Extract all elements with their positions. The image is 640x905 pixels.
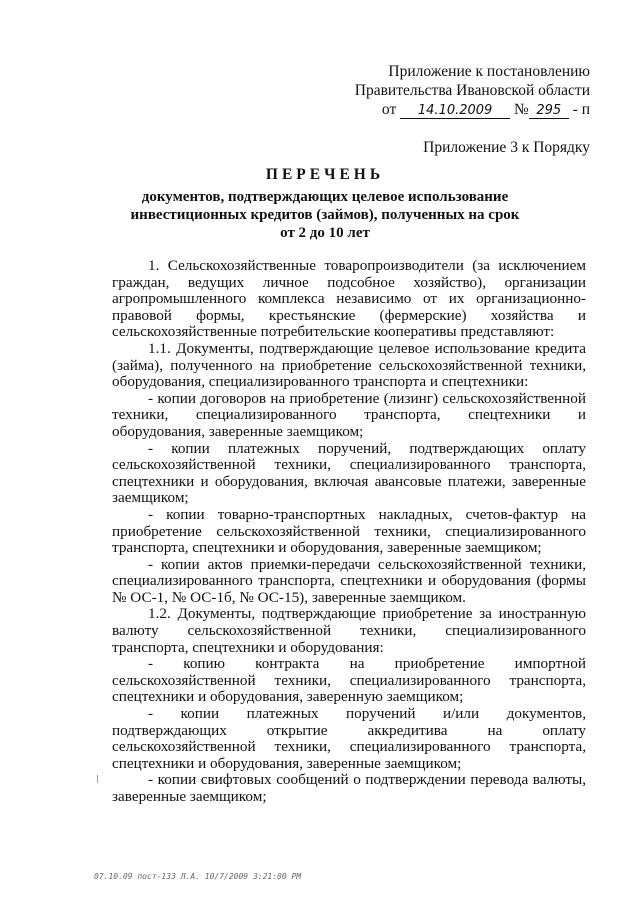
list-item: - копии свифтовых сообщений о подтверждении перевода валюты, заверенные заемщиком; bbox=[112, 771, 586, 805]
paragraph-1-2: 1.2. Документы, подтверждающие приобретение за иностранную валюту сельскохозяйственной техники, специализированного транспорта, спецтехники и оборудования: bbox=[112, 605, 586, 656]
header-date-line bbox=[340, 100, 590, 119]
title-line-1: документов, подтверждающих целевое использование bbox=[141, 189, 509, 205]
appendix-label: Приложение 3 к Порядку bbox=[423, 139, 590, 156]
number-suffix: - п bbox=[572, 101, 590, 118]
header-line-1: Приложение к постановлению bbox=[388, 63, 590, 80]
list-item: - копии платежных поручений, подтверждающих оплату сельскохозяйственной техники, специализированного транспорта, спецтехники и оборудования, включая авансовые платежи, заверенные заемщиком; bbox=[112, 439, 586, 507]
title-line-3: от 2 до 10 лет bbox=[280, 225, 370, 241]
handwritten-date: 14.10.2009 bbox=[400, 103, 510, 119]
header-line-2: Правительства Ивановской области bbox=[354, 82, 590, 99]
header-block bbox=[340, 62, 590, 119]
document-title bbox=[100, 166, 550, 242]
title-line-2: инвестиционных кредитов (займов), полученных на срок bbox=[130, 207, 520, 223]
list-item: - копии договоров на приобретение (лизинг) сельскохозяйственной техники, специализированного транспорта, спецтехники и оборудования, заверенные заемщиком; bbox=[112, 389, 586, 440]
document-body bbox=[112, 258, 586, 806]
number-prefix: № bbox=[513, 101, 529, 118]
date-prefix: от bbox=[381, 101, 397, 118]
list-item: - копии товарно-транспортных накладных, счетов-фактур на приобретение сельскохозяйственной техники, специализированного транспорта, спецтехники и оборудования, заверенные заемщиком; bbox=[112, 505, 586, 557]
list-item: - копии актов приемки-передачи сельскохозяйственной техники, специализированного транспорта, спецтехники и оборудования (формы № ОС-1, № ОС-1б, № ОС-15), заверенные заемщиком. bbox=[112, 555, 586, 606]
handwritten-number: 295 bbox=[529, 103, 569, 119]
paragraph-1-1: 1.1. Документы, подтверждающие целевое использование кредита (займа), полученного на приобретение сельскохозяйственной техники, оборудования, специализированного транспорта и спецтехники: bbox=[112, 339, 586, 391]
paragraph-1: 1. Сельскохозяйственные товаропроизводители (за исключением граждан, ведущих личное подсобное хозяйство), организации агропромышленного комплекса независимо от их организационно-правовой формы, крестьянские (фермерские) хозяйства и сельскохозяйственные потребительские кооперативы представляют: bbox=[112, 257, 586, 341]
margin-mark bbox=[97, 775, 98, 783]
list-item: - копии платежных поручений и/или документов, подтверждающих открытие аккредитива на оплату сельскохозяйственной техники, специализированного транспорта, спецтехники и оборудования, заверенные заемщиком; bbox=[112, 705, 586, 772]
title-main: ПЕРЕЧЕНЬ bbox=[265, 166, 385, 183]
list-item: - копию контракта на приобретение импортной сельскохозяйственной техники, специализированного транспорта, спецтехники и оборудования, заверенную заемщиком; bbox=[112, 655, 586, 706]
footer-file-stamp: 07.10.09 пост-133 Л.А. 10/7/2009 3:21:00 PM bbox=[94, 872, 302, 881]
